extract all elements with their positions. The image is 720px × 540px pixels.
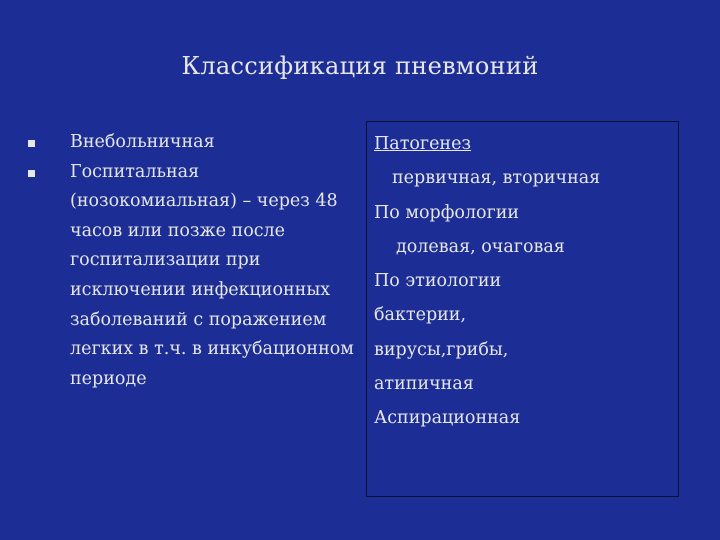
slide-title: Классификация пневмоний: [181, 52, 539, 80]
list-item-text: Госпитальная (нозокомиальная) – через 48 часов или позже после госпитализации при исключении инфекционных заболеваний с поражением легких в т.ч. в инкубационном периоде: [70, 161, 354, 389]
criteria-heading-pathogenesis: Патогенез: [374, 134, 472, 154]
square-bullet-icon: [28, 140, 35, 147]
list-item: [28, 158, 358, 395]
criteria-values: бактерии,: [374, 305, 467, 326]
list-item-text: Внебольничная: [70, 132, 215, 152]
criteria-values: долевая, очаговая: [396, 236, 565, 257]
criteria-heading-morphology: По морфологии: [374, 202, 520, 223]
criteria-values: первичная, вторичная: [392, 168, 601, 189]
criteria-values: вирусы,грибы,: [374, 339, 509, 360]
list-item: [28, 128, 358, 158]
classification-list: [28, 128, 358, 394]
square-bullet-icon: [28, 170, 35, 177]
classification-criteria-box: [366, 121, 679, 497]
criteria-values: атипичная: [374, 374, 474, 395]
criteria-heading-aspiration: Аспирационная: [374, 408, 521, 429]
criteria-heading-etiology: По этиологии: [374, 271, 502, 292]
